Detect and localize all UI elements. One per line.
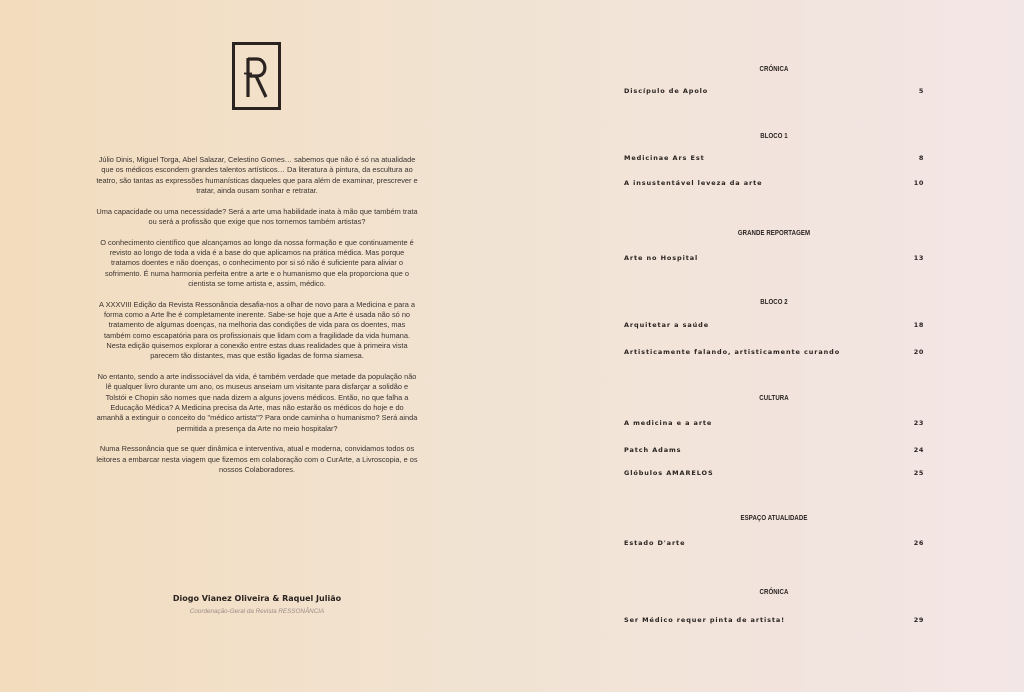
toc-section-title: CRÓNICA <box>759 587 789 596</box>
editorial-paragraph: Júlio Dinis, Miguel Torga, Abel Salazar, Celestino Gomes… sabemos que não é só na atualidade que os médicos escondem grandes talentos artísticos… Da literatura à pintura, da escultura ao teatro, são tantas as expressões humanísticas daqueles que para além de examinar, prescrever e tratar, ainda ousam sonhar e retratar. <box>96 155 418 196</box>
editorial-text <box>96 155 418 486</box>
editorial-paragraph: No entanto, sendo a arte indissociável da vida, é também verdade que metade da população não lê qualquer livro durante um ano, os museus anseiam um visitante para disfarçar a solidão e Tolstói e Chopin são nomes que nada dizem a alguns jovens médicos. Então, no que falha a Educação Médica? A Medicina precisa da Arte, mas não estarão os médicos do hoje e do amanhã a extinguir o conceito do "médico artista"? Para onde caminha o humanismo? Será ainda permitida a presença da Arte no meio hospitalar? <box>96 372 418 433</box>
toc-entry[interactable] <box>624 469 924 477</box>
toc-entry[interactable] <box>624 254 924 262</box>
toc-entry-title: A insustentável leveza da arte <box>624 179 763 187</box>
toc-entry-title: Discípulo de Apolo <box>624 87 709 95</box>
toc-entry-title: Patch Adams <box>624 446 682 454</box>
editorial-paragraph: Uma capacidade ou uma necessidade? Será a arte uma habilidade inata à mão que também trata ou será a profissão que exige que nos tornemos também artistas? <box>96 206 418 227</box>
toc-entry-page: 26 <box>913 539 924 547</box>
signature-role: Coordenação-Geral da Revista RESSONÂNCIA <box>189 608 325 615</box>
toc-entry-page: 8 <box>918 154 924 162</box>
toc-entry[interactable] <box>624 539 924 547</box>
toc-entry-page: 24 <box>913 446 924 454</box>
toc-entry[interactable] <box>624 616 924 624</box>
toc-entry-title: A medicina e a arte <box>624 419 713 427</box>
toc-section-title: CRÓNICA <box>759 64 789 73</box>
ressonancia-logo <box>232 42 281 110</box>
editorial-paragraph: A XXXVIII Edição da Revista Ressonância desafia-nos a olhar de novo para a Medicina e para a forma como a Arte lhe é completamente inerente. Sabe-se hoje que a Arte é usada não só no tratamento de algumas doenças, na melhoria das condições de vida para os doentes, mas também como escapatória para os profissionais que lidam com a fragilidade da vida humana. Nesta edição quisemos explorar a conexão entre estas duas realidades que à primeira vista parecem tão distantes, mas que estão ligadas de forma siamesa. <box>99 299 415 361</box>
toc-entry-page: 20 <box>913 348 924 356</box>
signature-names: Diogo Vianez Oliveira & Raquel Julião <box>172 594 342 603</box>
toc-entry-title: Artisticamente falando, artisticamente curando <box>624 348 841 356</box>
toc-entry-title: Medicinae Ars Est <box>624 154 705 162</box>
toc-entry[interactable] <box>624 419 924 427</box>
editorial-paragraph: Numa Ressonância que se quer dinâmica e interventiva, atual e moderna, convidamos todos os leitores a embarcar nesta viagem que fizemos em colaboração com o CurArte, a Livroscopia, e os nossos Colaboradores. <box>96 444 418 475</box>
toc-entry-page: 10 <box>913 179 924 187</box>
toc-section-title: BLOCO 2 <box>760 297 788 306</box>
toc-entry[interactable] <box>624 87 924 95</box>
toc-entry-page: 29 <box>913 616 924 624</box>
toc-entry[interactable] <box>624 348 924 356</box>
toc-section-title: BLOCO 1 <box>760 131 788 140</box>
table-of-contents <box>624 0 924 692</box>
toc-entry[interactable] <box>624 321 924 329</box>
toc-entry-title: Ser Médico requer pinta de artista! <box>624 616 786 624</box>
toc-entry-page: 23 <box>913 419 924 427</box>
editorial-paragraph: O conhecimento científico que alcançamos ao longo da nossa formação e que continuamente é revisto ao longo de toda a vida é a base do que aplicamos na prática médica. Mas porque tratamos doentes e não doenças, o conhecimento por si só não é suficiente para aliviar o sofrimento. É numa harmonia perfeita entre a arte e o humanismo que ela proporciona que o cientista se torne artista e, assim, médico. <box>100 237 414 289</box>
toc-entry-title: Glóbulos AMARELOS <box>624 469 714 477</box>
toc-entry-page: 5 <box>918 87 924 95</box>
toc-entry[interactable] <box>624 179 924 187</box>
toc-section-title: CULTURA <box>759 393 789 402</box>
toc-entry-page: 18 <box>913 321 924 329</box>
toc-entry[interactable] <box>624 154 924 162</box>
r-letter-icon <box>235 45 278 107</box>
toc-entry-title: Estado D'arte <box>624 539 686 547</box>
toc-entry-title: Arte no Hospital <box>624 254 699 262</box>
editorial-signature <box>96 594 418 615</box>
toc-section-title: GRANDE REPORTAGEM <box>737 228 811 237</box>
toc-entry-page: 25 <box>913 469 924 477</box>
toc-section-title: ESPAÇO ATUALIDADE <box>740 513 808 522</box>
toc-entry-title: Arquitetar a saúde <box>624 321 710 329</box>
toc-entry[interactable] <box>624 446 924 454</box>
toc-entry-page: 13 <box>913 254 924 262</box>
